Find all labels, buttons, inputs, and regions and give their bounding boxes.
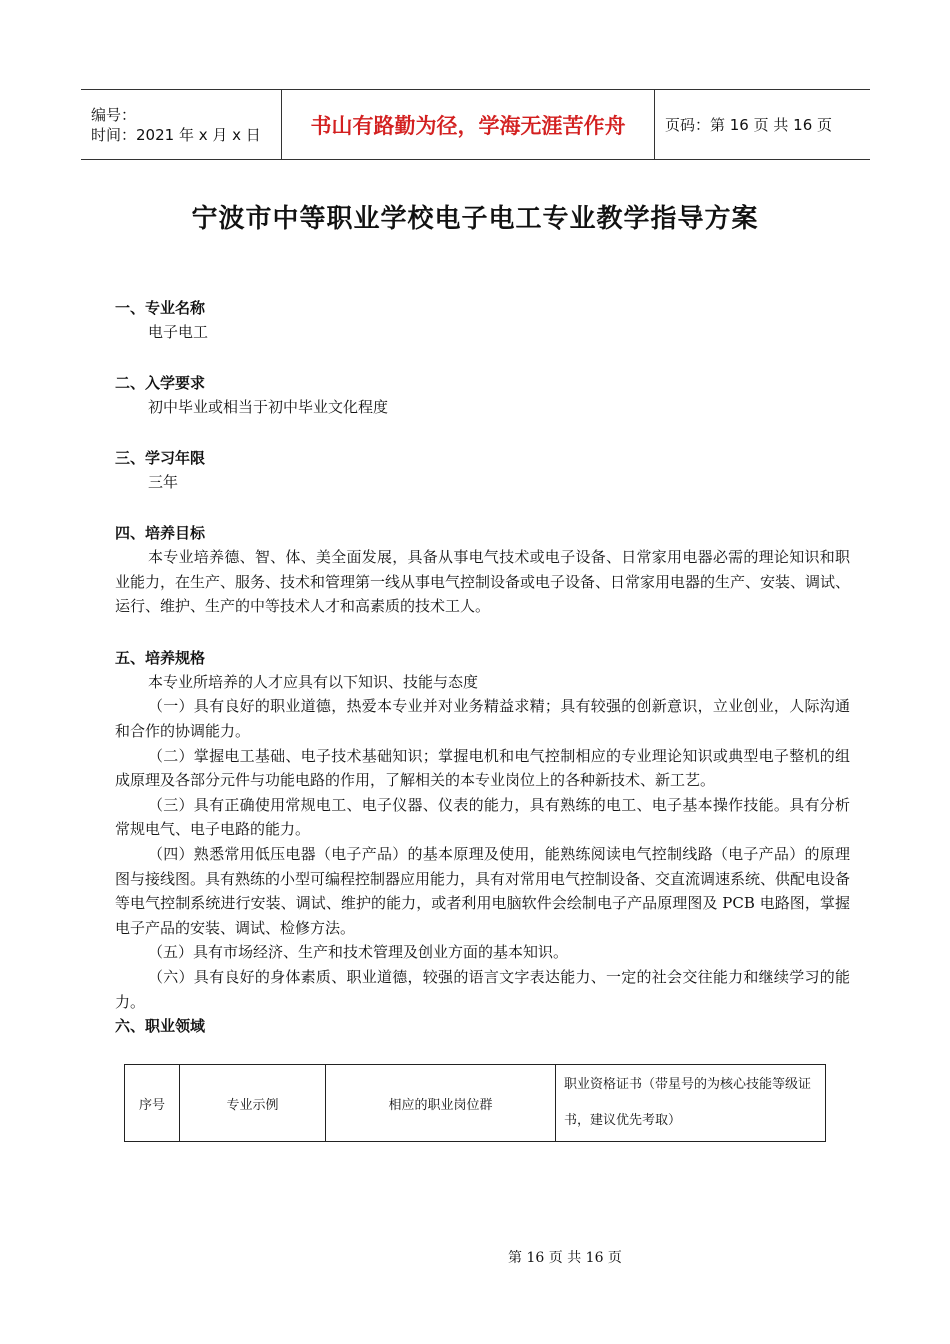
page-header [81, 89, 870, 160]
table-header-cell: 专业示例 [180, 1065, 326, 1142]
number-label: 编号： [91, 105, 137, 124]
document-body [115, 296, 850, 1038]
page-footer: 第 16 页 共 16 页 [508, 1250, 622, 1266]
section-paragraph: 本专业所培养的人才应具有以下知识、技能与态度 [148, 672, 479, 691]
header-left [81, 90, 281, 159]
time-label: 时间：2021 年 x 月 x 日 [91, 125, 261, 144]
table-header-cell: 序号 [125, 1065, 180, 1142]
section-heading: 四、培养目标 [115, 524, 206, 542]
occupation-table [124, 1064, 826, 1142]
section-heading: 六、职业领域 [115, 1017, 206, 1036]
table-header-cell: 职业资格证书（带星号的为核心技能等级证书，建议优先考取） [556, 1065, 826, 1142]
section-heading: 二、入学要求 [115, 374, 206, 392]
section-heading: 三、学习年限 [115, 449, 206, 467]
section-body: 初中毕业或相当于初中毕业文化程度 [148, 398, 389, 416]
section-paragraph: 本专业培养德、智、体、美全面发展，具备从事电气技术或电子设备、日常家用电器必需的理论知识和职业能力，在生产、服务、技术和管理第一线从事电气控制设备或电子设备、日常家用电器的生产、安装、调试、运行、维护、生产的中等技术人才和高素质的技术工人。 [115, 548, 851, 616]
spec-item: （三）具有正确使用常规电工、电子仪器、仪表的能力，具有熟练的电工、电子基本操作技能。具有分析常规电气、电子电路的能力。 [115, 795, 850, 839]
header-page-info: 页码：第 16 页 共 16 页 [665, 116, 833, 134]
section-body: 三年 [148, 473, 179, 491]
header-motto: 书山有路勤为径，学海无涯苦作舟 [281, 90, 655, 159]
section-heading: 一、专业名称 [115, 299, 206, 317]
section-heading: 五、培养规格 [115, 648, 206, 667]
spec-item: （六）具有良好的身体素质、职业道德，较强的语言文字表达能力、一定的社会交往能力和继续学习的能力。 [115, 967, 850, 1011]
table-header-cell: 相应的职业岗位群 [326, 1065, 556, 1142]
spec-item: （二）掌握电工基础、电子技术基础知识；掌握电机和电气控制相应的专业理论知识或典型电子整机的组成原理及各部分元件与功能电路的作用，了解相关的本专业岗位上的各种新技术、新工艺。 [115, 746, 850, 790]
spec-item: （四）熟悉常用低压电器（电子产品）的基本原理及使用，能熟练阅读电气控制线路（电子产品）的原理图与接线图。具有熟练的小型可编程控制器应用能力，具有对常用电气控制设备、交直流调速系统、供配电设备等电气控制系统进行安装、调试、维护的能力，或者利用电脑软件会绘制电子产品原理图及 PCB 电路图，掌握电子产品的安装、调试、检修方法。 [115, 844, 851, 937]
table-header-row [125, 1065, 826, 1142]
document-title: 宁波市中等职业学校电子电工专业教学指导方案 [191, 204, 759, 234]
section-body: 电子电工 [148, 323, 209, 341]
spec-item: （一）具有良好的职业道德，热爱本专业并对业务精益求精；具有较强的创新意识，立业创业，人际沟通和合作的协调能力。 [115, 697, 850, 740]
spec-item: （五）具有市场经济、生产和技术管理及创业方面的基本知识。 [148, 943, 569, 962]
